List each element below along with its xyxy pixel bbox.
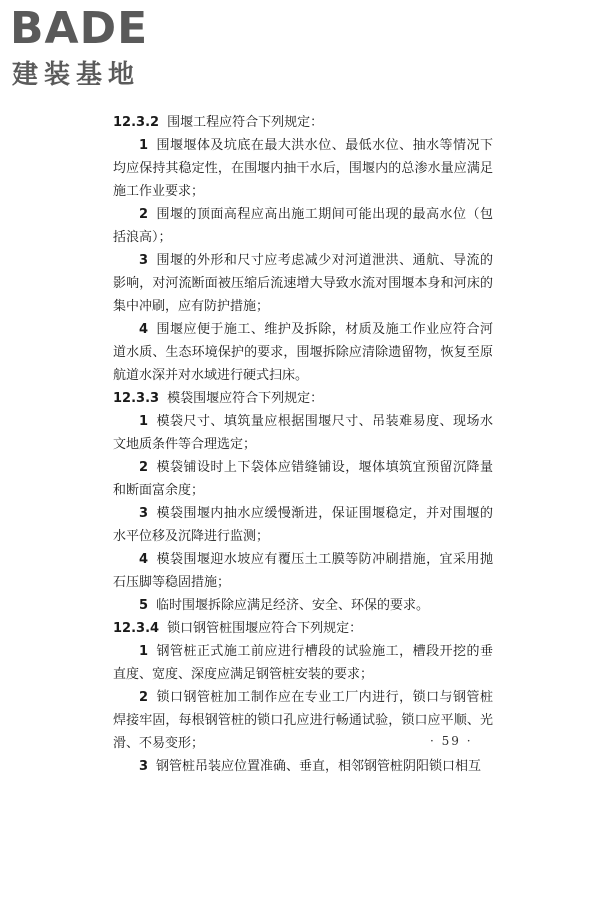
- item-number: 2: [139, 690, 149, 705]
- item-number: 5: [139, 598, 149, 613]
- page-number: · 59 ·: [430, 734, 473, 748]
- item-number: 1: [139, 644, 149, 659]
- clause-number: 12.3.2: [113, 115, 160, 130]
- item-text: 钢管桩吊装应位置准确、垂直，相邻钢管桩阴阳锁口相互: [156, 759, 482, 774]
- clause-item: [113, 203, 493, 249]
- item-text: 围堰的外形和尺寸应考虑减少对河道泄洪、通航、导流的影响，对河流断面被压缩后流速增大导致水流对围堰本身和河床的集中冲刷，应有防护措施；: [113, 253, 493, 314]
- item-text: 模袋围堰迎水坡应有覆压土工膜等防冲刷措施，宜采用抛石压脚等稳固措施；: [113, 552, 493, 590]
- item-text: 围堰的顶面高程应高出施工期间可能出现的最高水位（包括浪高）；: [113, 207, 493, 245]
- item-text: 模袋围堰内抽水应缓慢渐进，保证围堰稳定，并对围堰的水平位移及沉降进行监测；: [113, 506, 493, 544]
- clause-item: [113, 249, 493, 318]
- item-number: 3: [139, 759, 149, 774]
- clause-item: [113, 755, 493, 778]
- watermark-logo: [10, 4, 180, 94]
- clause-title: 模袋围堰应符合下列规定：: [167, 391, 324, 406]
- item-text: 围堰应便于施工、维护及拆除，材质及施工作业应符合河道水质、生态环境保护的要求，围堰拆除应清除遗留物，恢复至原航道水深并对水域进行硬式扫床。: [113, 322, 493, 383]
- item-text: 围堰堰体及坑底在最大洪水位、最低水位、抽水等情况下均应保持其稳定性，在围堰内抽干水后，围堰内的总渗水量应满足施工作业要求；: [113, 138, 493, 199]
- clause-item: [113, 502, 493, 548]
- clause-item: [113, 134, 493, 203]
- clause-item: [113, 318, 493, 387]
- item-number: 3: [139, 506, 149, 521]
- clause-title: 锁口钢管桩围堰应符合下列规定：: [167, 621, 363, 636]
- logo-subtitle-text: 建装基地: [12, 60, 141, 90]
- clause-number: 12.3.4: [113, 621, 160, 636]
- document-body: [113, 111, 493, 778]
- item-text: 模袋尺寸、填筑量应根据围堰尺寸、吊装难易度、现场水文地质条件等合理选定；: [113, 414, 493, 452]
- item-text: 锁口钢管桩加工制作应在专业工厂内进行，锁口与钢管桩焊接牢固，每根钢管桩的锁口孔应进行畅通试验，锁口应平顺、光滑、不易变形；: [113, 690, 493, 751]
- clause-heading: [113, 617, 493, 640]
- clause-heading: [113, 387, 493, 410]
- item-number: 2: [139, 460, 149, 475]
- item-number: 1: [139, 138, 149, 153]
- item-text: 钢管桩正式施工前应进行槽段的试验施工，槽段开挖的垂直度、宽度、深度应满足钢管桩安装的要求；: [113, 644, 493, 682]
- clause-title: 围堰工程应符合下列规定：: [167, 115, 324, 130]
- clause-item: [113, 640, 493, 686]
- item-number: 4: [139, 322, 149, 337]
- item-text: 模袋铺设时上下袋体应错缝铺设，堰体填筑宜预留沉降量和断面富余度；: [113, 460, 493, 498]
- clause-item: [113, 456, 493, 502]
- item-number: 3: [139, 253, 149, 268]
- item-number: 2: [139, 207, 149, 222]
- clause-item: [113, 410, 493, 456]
- clause-item: [113, 594, 493, 617]
- item-number: 1: [139, 414, 149, 429]
- item-number: 4: [139, 552, 149, 567]
- item-text: 临时围堰拆除应满足经济、安全、环保的要求。: [156, 598, 430, 613]
- clause-number: 12.3.3: [113, 391, 160, 406]
- clause-heading: [113, 111, 493, 134]
- logo-brand-text: BADE: [10, 3, 149, 54]
- clause-item: [113, 548, 493, 594]
